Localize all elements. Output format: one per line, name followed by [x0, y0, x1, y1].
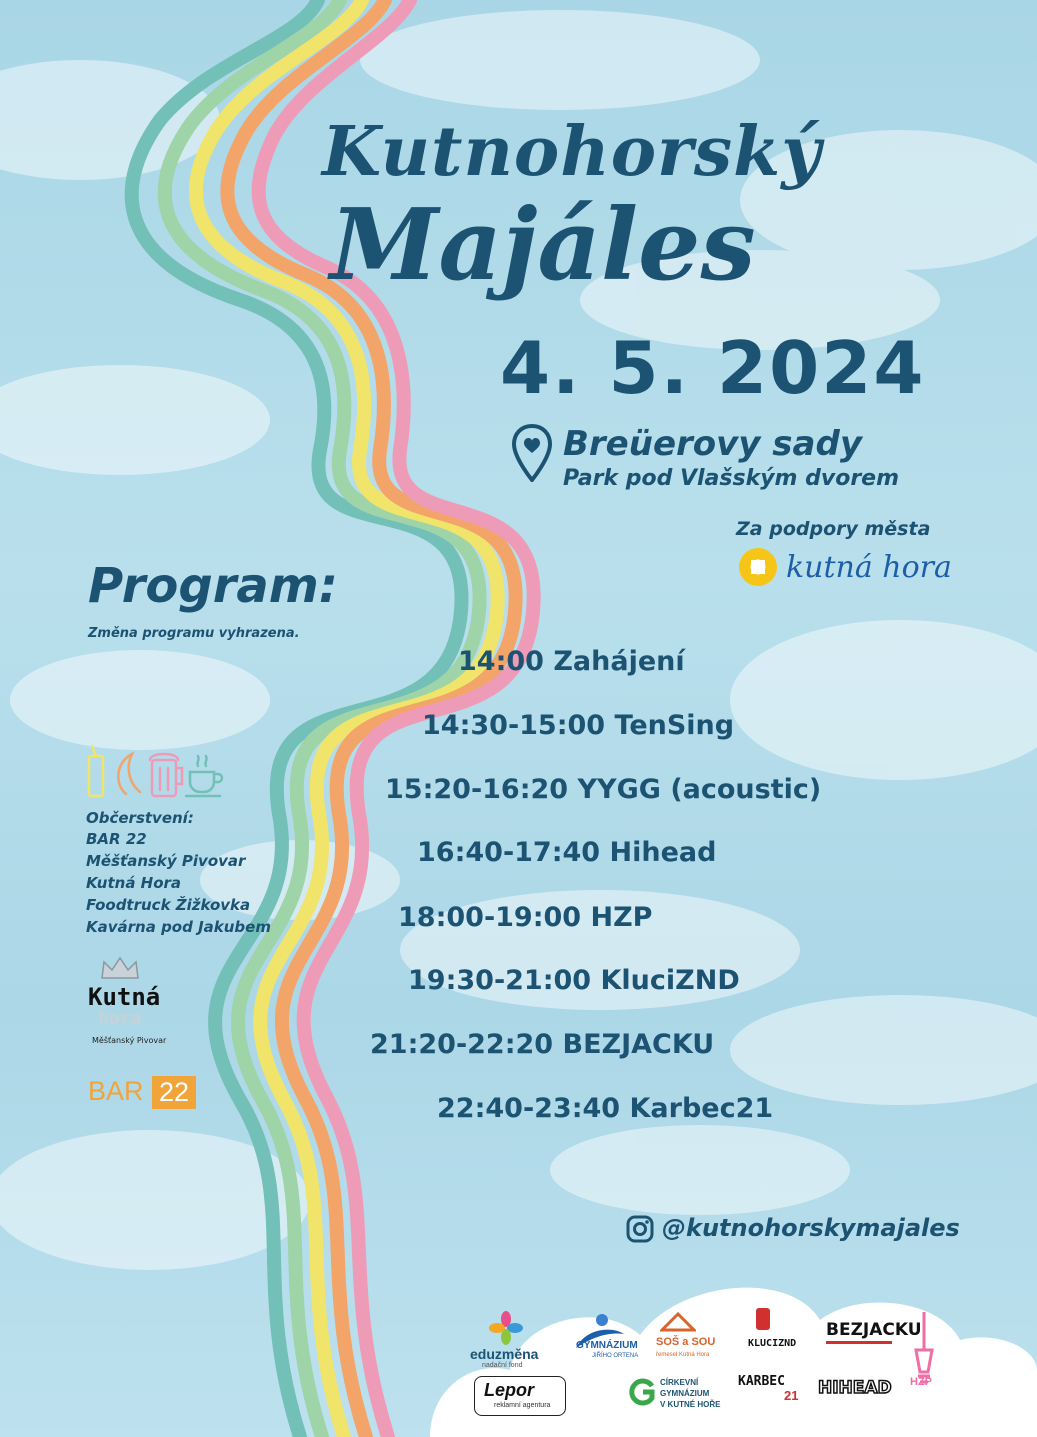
brewery-logo-word: Kutná	[88, 983, 161, 1011]
title-line-1: Kutnohorský	[322, 112, 822, 192]
program-item: 15:20-16:20 YYGG (acoustic)	[385, 774, 822, 805]
program-heading: Program:	[88, 558, 338, 614]
refreshment-item: BAR 22	[86, 830, 147, 848]
croissant-icon	[118, 754, 140, 794]
program-note: Změna programu vyhrazena.	[88, 626, 300, 641]
sponsor-eduzmena: eduzměna	[470, 1346, 539, 1362]
instagram-icon	[626, 1215, 654, 1243]
location-name: Breüerovy sady	[563, 424, 862, 464]
sponsor-karbec: KARBEC	[738, 1374, 785, 1389]
beer-icon	[150, 754, 182, 796]
refreshment-item: Kavárna pod Jakubem	[86, 918, 271, 936]
sponsor-lepor-sub: reklamní agentura	[494, 1402, 551, 1409]
sponsor-gymnazium-sub: JIŘÍHO ORTENA	[592, 1353, 639, 1359]
sponsor-cirkevni-3: V KUTNÉ HOŘE	[660, 1400, 721, 1409]
sponsor-cirkevni-2: GYMNÁZIUM	[660, 1389, 710, 1398]
sos-logo-icon	[660, 1312, 696, 1332]
brewery-logo-sub: Měšťanský Pivovar	[92, 1036, 167, 1045]
refreshment-item: Měšťanský Pivovar	[86, 852, 246, 870]
sponsor-lepor: Lepor	[484, 1380, 535, 1400]
klucizind-logo-mark	[756, 1308, 770, 1330]
support-label: Za podpory města	[736, 518, 931, 540]
refreshment-icons	[86, 744, 226, 800]
coffee-icon	[186, 756, 222, 796]
program-item: 18:00-19:00 HZP	[398, 902, 653, 933]
bar22-logo-left: BAR	[88, 1076, 144, 1106]
brewery-crown-icon	[100, 956, 140, 980]
sponsor-hzp: HZP	[910, 1376, 932, 1388]
kutna-hora-city-name: kutná hora	[786, 550, 952, 585]
sponsor-klucizind: KLUCIZND	[748, 1338, 797, 1349]
program-item: 22:40-23:40 Karbec21	[437, 1093, 774, 1124]
bar22-logo-right: 22	[152, 1076, 196, 1109]
refreshment-item: Kutná Hora	[86, 874, 182, 892]
sponsor-bezjacku: BEZJACKU	[826, 1320, 922, 1340]
sponsor-sos-sub: řemesel Kutná Hora	[656, 1352, 710, 1358]
bezjacku-underline	[826, 1341, 892, 1344]
sponsor-karbec-number: 21	[784, 1388, 799, 1403]
sponsor-eduzmena-sub: nadační fond	[482, 1362, 523, 1369]
event-date: 4. 5. 2024	[500, 326, 926, 410]
sponsor-hihead: HIHEAD	[818, 1378, 892, 1398]
title-line-2: Majáles	[330, 188, 756, 303]
refreshments-heading: Občerstvení:	[86, 809, 194, 827]
eduzmena-logo-icon	[488, 1310, 524, 1346]
program-item: 14:30-15:00 TenSing	[422, 710, 735, 741]
program-item: 21:20-22:20 BEZJACKU	[370, 1029, 715, 1060]
location-pin-icon	[512, 424, 552, 482]
location-detail: Park pod Vlašským dvorem	[563, 466, 900, 491]
refreshment-item: Foodtruck Žižkovka	[86, 896, 251, 914]
program-item: 14:00 Zahájení	[458, 646, 685, 677]
brewery-logo-word-2: hora	[98, 1008, 142, 1029]
sponsor-sos: SOŠ a SOU	[656, 1336, 716, 1348]
sponsor-cirkevni-1: CÍRKEVNÍ	[660, 1378, 699, 1387]
cocktail-icon	[89, 746, 103, 796]
cirkevni-gymnazium-logo-icon	[628, 1378, 656, 1406]
sponsor-gymnazium: GYMNÁZIUM	[576, 1340, 638, 1351]
program-item: 16:40-17:40 Hihead	[417, 837, 717, 868]
program-item: 19:30-21:00 KluciZND	[408, 965, 740, 996]
instagram-handle: @kutnohorskymajales	[662, 1214, 960, 1242]
